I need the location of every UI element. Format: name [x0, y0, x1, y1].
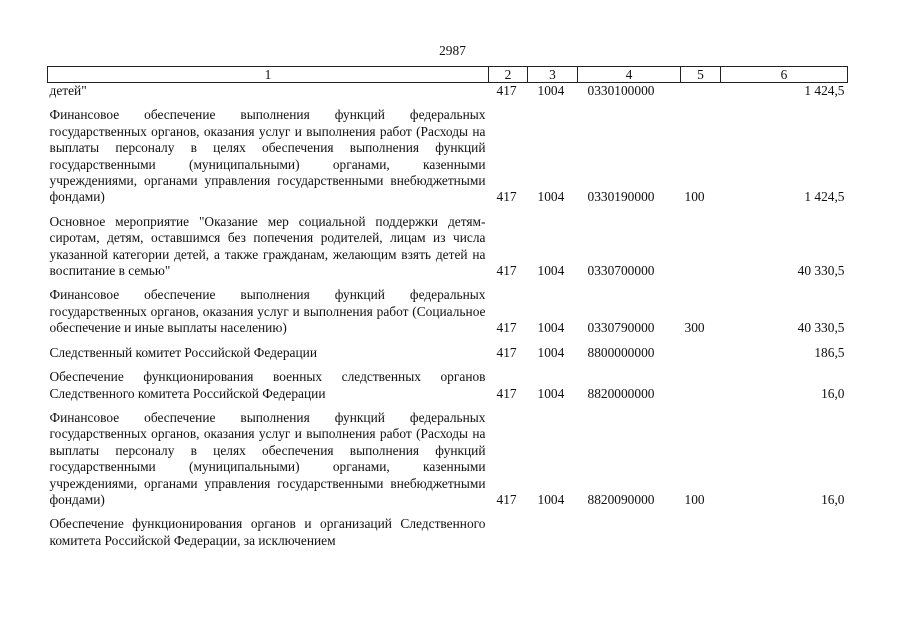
row-gr	[489, 516, 528, 549]
row-csr: 8820090000	[587, 491, 655, 507]
row-description: Обеспечение функционирования военных следственных органов Следственного комитета Российской Федерации	[49, 369, 486, 401]
row-csr: 0330100000	[587, 83, 655, 98]
row-description: Следственный комитет Российской Федерации	[49, 344, 317, 360]
row-gr: 417	[496, 189, 517, 205]
row-description: Обеспечение функционирования органов и организаций Следственного комитета Российской Федерации, за исключением	[49, 516, 486, 548]
table-row	[48, 83, 848, 100]
row-sum: 40 330,5	[797, 320, 845, 336]
row-gr: 417	[496, 385, 517, 401]
row-sum: 16,0	[821, 385, 845, 401]
row-vr: 300	[684, 320, 705, 336]
row-sum: 1 424,5	[804, 83, 845, 98]
row-csr: 8800000000	[587, 344, 655, 360]
row-vr	[681, 83, 721, 100]
row-csr: 0330190000	[587, 189, 655, 205]
table-row	[48, 516, 848, 549]
row-sum: 1 424,5	[804, 189, 845, 205]
row-rz: 1004	[537, 385, 565, 401]
table-row	[48, 214, 848, 280]
row-gr: 417	[496, 83, 517, 98]
row-gr: 417	[496, 320, 517, 336]
header-col-6: 6	[721, 67, 848, 83]
budget-table	[47, 66, 848, 549]
row-description: Основное мероприятие "Оказание мер социальной поддержки детям-сиротам, детям, оставшимся без попечения родителей, лицам из числа указанной категории детей, а также гражданам, желающим взять детей на воспитание в семью"	[49, 213, 486, 279]
row-csr	[578, 516, 681, 549]
row-vr	[681, 369, 721, 402]
header-col-3: 3	[528, 67, 578, 83]
row-description: Финансовое обеспечение выполнения функций федеральных государственных органов, оказания услуг и выполнения работ (Расходы на выплаты персоналу в целях обеспечения выполнения функций государственными (муниципальными) органами, казенными учреждениями, органами управления государственными внебюджетными фондами)	[49, 107, 486, 205]
header-col-4: 4	[578, 67, 681, 83]
row-vr	[681, 345, 721, 361]
header-col-2: 2	[489, 67, 528, 83]
table-row	[48, 345, 848, 361]
row-vr	[681, 516, 721, 549]
row-sum	[721, 516, 848, 549]
row-description: детей"	[49, 83, 87, 98]
row-rz: 1004	[537, 263, 565, 279]
row-sum: 186,5	[814, 344, 845, 360]
row-vr	[681, 214, 721, 280]
row-sum: 16,0	[821, 491, 845, 507]
row-rz: 1004	[537, 344, 565, 360]
table-row	[48, 369, 848, 402]
row-description: Финансовое обеспечение выполнения функций федеральных государственных органов, оказания услуг и выполнения работ (Социальное обеспечение и иные выплаты населению)	[49, 287, 486, 336]
table-row	[48, 410, 848, 508]
row-description: Финансовое обеспечение выполнения функций федеральных государственных органов, оказания услуг и выполнения работ (Расходы на выплаты персоналу в целях обеспечения выполнения функций государственными (муниципальными) органами, казенными учреждениями, органами управления государственными внебюджетными фондами)	[49, 409, 486, 507]
row-sum: 40 330,5	[797, 263, 845, 279]
table-row	[48, 287, 848, 336]
table-row	[48, 107, 848, 205]
row-vr: 100	[684, 491, 705, 507]
row-rz	[528, 516, 578, 549]
header-col-5: 5	[681, 67, 721, 83]
row-rz: 1004	[537, 320, 565, 336]
row-rz: 1004	[537, 189, 565, 205]
row-csr: 8820000000	[587, 385, 655, 401]
row-vr: 100	[684, 189, 705, 205]
table-header-row	[48, 67, 848, 83]
header-col-1: 1	[48, 67, 489, 83]
page-number: 2987	[439, 43, 466, 58]
row-gr: 417	[496, 263, 517, 279]
row-rz: 1004	[537, 491, 565, 507]
row-gr: 417	[496, 344, 517, 360]
row-gr: 417	[496, 491, 517, 507]
row-rz: 1004	[537, 83, 565, 98]
row-csr: 0330790000	[587, 320, 655, 336]
row-csr: 0330700000	[587, 263, 655, 279]
